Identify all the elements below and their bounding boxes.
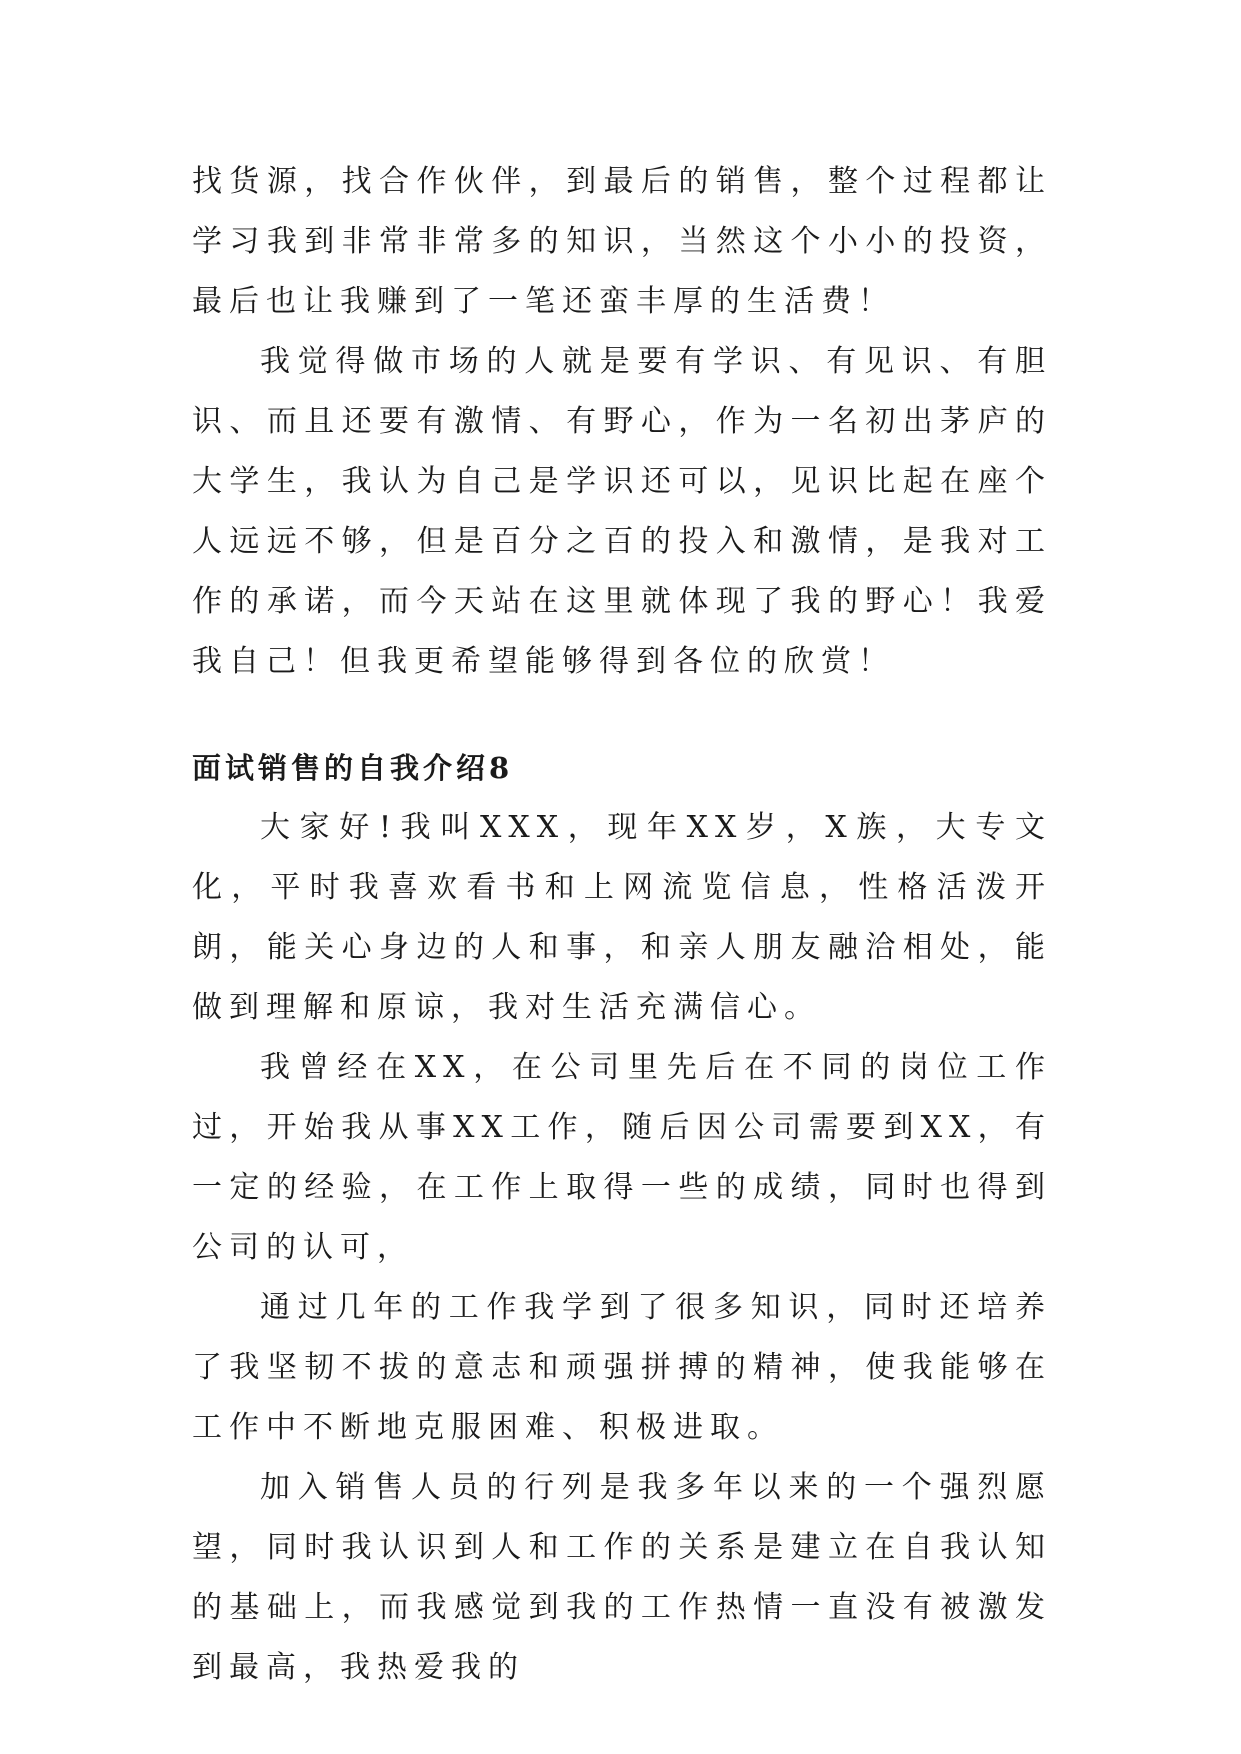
paragraph-market-passion: 我觉得做市场的人就是要有学识、有见识、有胆识、而且还要有激情、有野心，作为一名初出茅庐的大学生，我认为自己是学识还可以，见识比起在座个人远远不够，但是百分之百的投入和激情，是我对工作的承诺，而今天站在这里就体现了我的野心！我爱我自己！但我更希望能够得到各位的欣赏！ xyxy=(192,344,1052,679)
paragraph-growth: 通过几年的工作我学到了很多知识，同时还培养了我坚韧不拔的意志和顽强拼搏的精神，使我能够在工作中不断地克服困难、积极进取。 xyxy=(192,1290,1052,1445)
paragraph-continuation: 找货源，找合作伙伴，到最后的销售，整个过程都让学习我到非常非常多的知识，当然这个小小的投资，最后也让我赚到了一笔还蛮丰厚的生活费！ xyxy=(192,164,1052,319)
paragraph-aspiration: 加入销售人员的行列是我多年以来的一个强烈愿望，同时我认识到人和工作的关系是建立在自我认知的基础上，而我感觉到我的工作热情一直没有被激发到最高，我热爱我的 xyxy=(192,1470,1052,1685)
paragraph-experience: 我曾经在XX，在公司里先后在不同的岗位工作过，开始我从事XX工作，随后因公司需要到XX，有一定的经验，在工作上取得一些的成绩，同时也得到公司的认可， xyxy=(192,1050,1052,1265)
section-1-body xyxy=(192,152,1052,692)
section-heading: 面试销售的自我介绍8 xyxy=(192,751,514,785)
paragraph-intro: 大家好!我叫XXX，现年XX岁，X族，大专文化，平时我喜欢看书和上网流览信息，性格活泼开朗，能关心身边的人和事，和亲人朋友融洽相处，能做到理解和原谅，我对生活充满信心。 xyxy=(192,810,1052,1025)
section-2-body xyxy=(192,798,1052,1698)
